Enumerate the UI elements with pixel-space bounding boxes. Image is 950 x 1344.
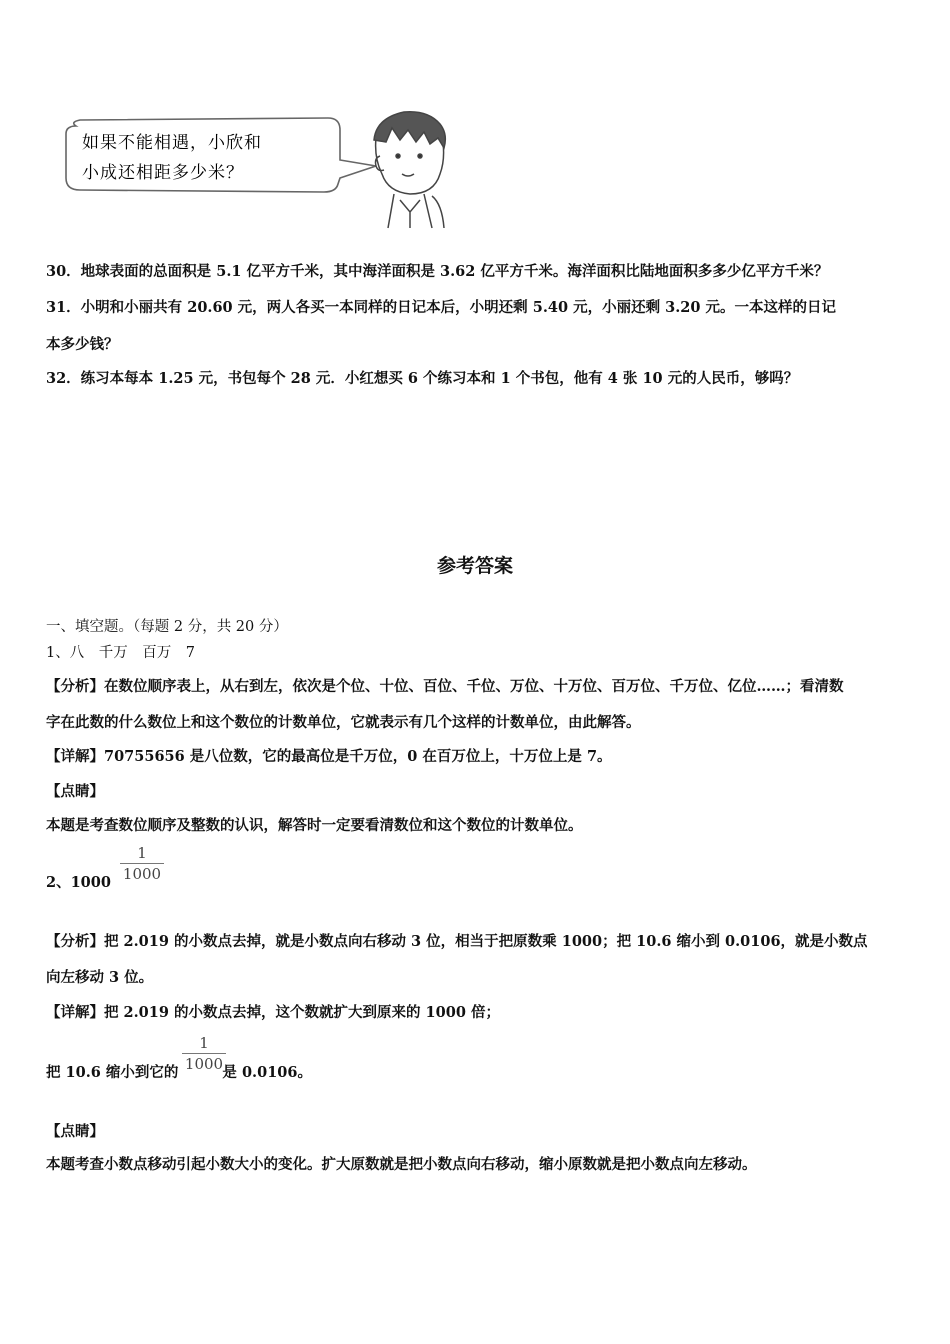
detail-fraction bbox=[182, 1034, 226, 1073]
fraction-bar bbox=[182, 1053, 226, 1054]
answers-title: 参考答案 bbox=[436, 555, 513, 577]
answer-2-fraction bbox=[120, 844, 164, 883]
answer-2-detail-line2 bbox=[46, 1061, 312, 1082]
question-31-line2: 本多少钱？ bbox=[46, 336, 119, 353]
section-heading: 一、填空题。（每题 2 分，共 20 分） bbox=[46, 619, 288, 635]
answer-1-analysis-line1: 【分析】在数位顺序表上，从右到左，依次是个位、十位、百位、千位、万位、十万位、百万位、千万位、亿位……；看清数 bbox=[46, 678, 844, 695]
question-30: 30．地球表面的总面积是 5.1 亿平方千米，其中海洋面积是 3.62 亿平方千米。海洋面积比陆地面积多多少亿平方千米？ bbox=[46, 263, 829, 280]
fraction-numerator: 1 bbox=[199, 1034, 209, 1052]
answer-2: 2、1000 bbox=[46, 874, 111, 891]
speech-illustration bbox=[58, 108, 458, 233]
answer-1-point: 本题是考查数位顺序及整数的认识，解答时一定要看清数位和这个数位的计数单位。 bbox=[46, 817, 583, 834]
detail-line2-pre: 把 10.6 缩小到它的 bbox=[46, 1064, 179, 1081]
answer-2-point-label: 【点睛】 bbox=[46, 1123, 104, 1140]
answer-1-analysis-line2: 字在此数的什么数位上和这个数位的计数单位，它就表示有几个这样的计数单位，由此解答。 bbox=[46, 714, 641, 731]
detail-line2-post: 是 0.0106。 bbox=[222, 1064, 312, 1081]
fraction-denominator: 1000 bbox=[122, 865, 162, 883]
fraction-bar bbox=[120, 863, 164, 864]
question-31-line1: 31．小明和小丽共有 20.60 元，两人各买一本同样的日记本后，小明还剩 5.40 元，小丽还剩 3.20 元。一本这样的日记 bbox=[46, 299, 836, 316]
fraction-numerator: 1 bbox=[137, 844, 147, 862]
speech-line-1: 如果不能相遇，小欣和 bbox=[82, 133, 262, 153]
answer-1: 1、八 千万 百万 7 bbox=[46, 645, 195, 661]
answer-2-point: 本题考查小数点移动引起小数大小的变化。扩大原数就是把小数点向右移动，缩小原数就是把小数点向左移动。 bbox=[46, 1156, 757, 1173]
fraction-denominator: 1000 bbox=[184, 1055, 224, 1073]
speech-line-2: 小成还相距多少米？ bbox=[82, 163, 244, 183]
answer-2-analysis-line1: 【分析】把 2.019 的小数点去掉，就是小数点向右移动 3 位，相当于把原数乘 1000；把 10.6 缩小到 0.0106，就是小数点 bbox=[46, 933, 868, 950]
question-32: 32．练习本每本 1.25 元，书包每个 28 元．小红想买 6 个练习本和 1 个书包，他有 4 张 10 元的人民币，够吗？ bbox=[46, 370, 799, 387]
answer-2-analysis-line2: 向左移动 3 位。 bbox=[46, 969, 154, 986]
boy-figure bbox=[374, 112, 445, 228]
answer-1-detail: 【详解】70755656 是八位数，它的最高位是千万位，0 在百万位上，十万位上是 7。 bbox=[46, 748, 612, 765]
answer-1-point-label: 【点睛】 bbox=[46, 783, 104, 800]
answer-2-detail-line1: 【详解】把 2.019 的小数点去掉，这个数就扩大到原来的 1000 倍； bbox=[46, 1004, 500, 1021]
